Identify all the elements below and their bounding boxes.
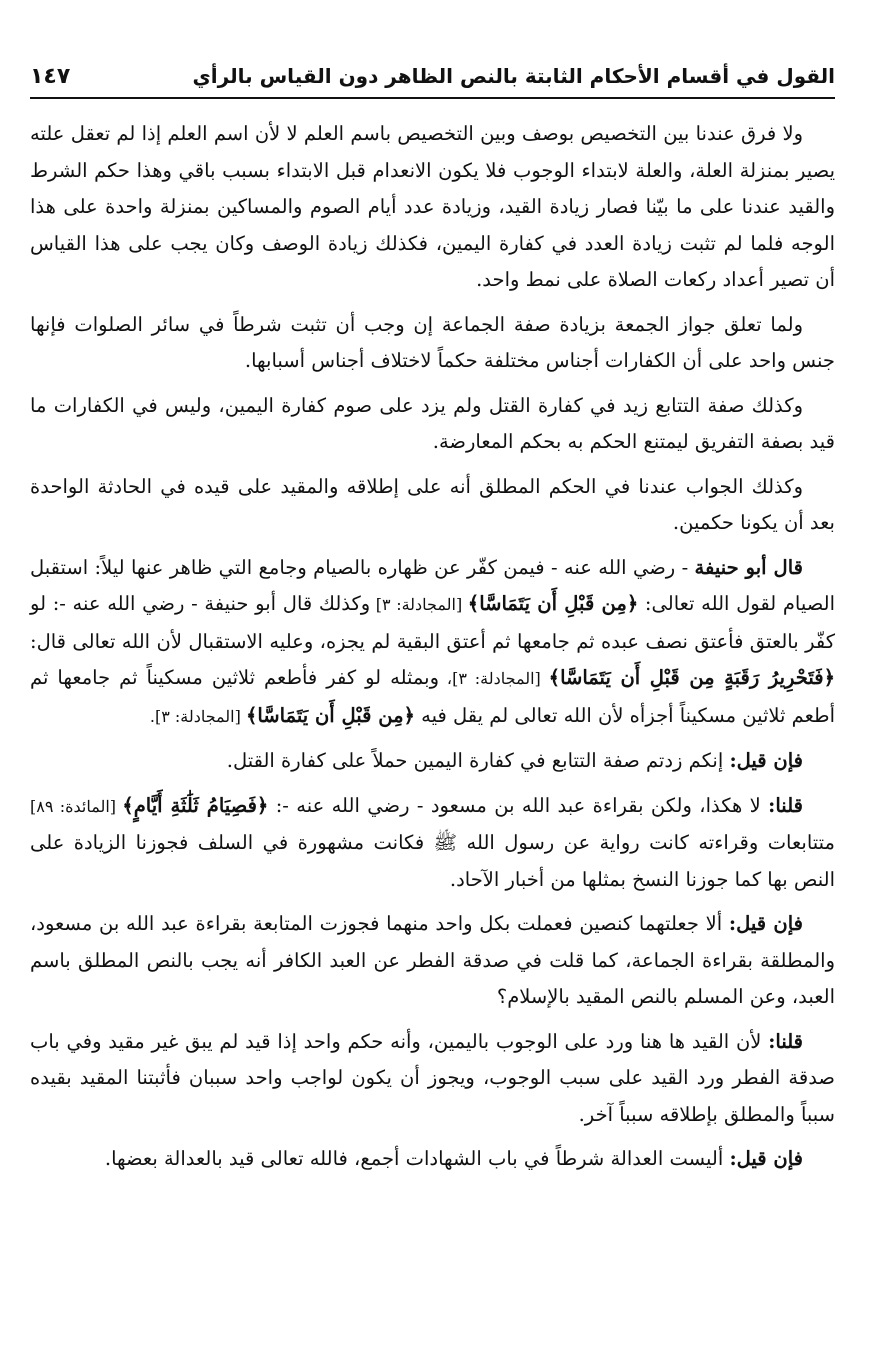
quran-quote-3: ﴿مِن قَبْلِ أَن يَتَمَاسَّا﴾ (245, 703, 415, 727)
abu-hanifa-label: قال أبو حنيفة (694, 555, 803, 579)
paragraph-4: وكذلك الجواب عندنا في الحكم المطلق أنه على إطلاقه والمقيد على قيده في الحادثة الواحدة بعد أن يكونا حكمين. (30, 474, 835, 534)
abu-hanifa-text-2: وكذلك قال أبو حنيفة - رضي الله عنه -: لو كفّر بالعتق فأعتق نصف عبده ثم جامعها ثم أعتق البقية لم يجزه، وعليه الاستقبال لأن الله تعالى قال: (30, 592, 835, 653)
quran-ref-1: [المجادلة: ٣] (370, 595, 468, 614)
chapter-title: القول في أقسام الأحكام الثابتة بالنص الظاهر دون القياس بالرأي (192, 64, 835, 88)
answer-2 (30, 1024, 835, 1134)
question-3-label: فإن قيل: (729, 1147, 803, 1170)
paragraph-3: وكذلك صفة التتابع زيد في كفارة القتل ولم يزد على صوم كفارة اليمين، وليس في الكفارات ما قيد بصفة التفريق ليمتنع الحكم به بحكم المعارضة. (30, 393, 835, 453)
page-number: ١٤٧ (30, 63, 71, 89)
quran-quote-1: ﴿مِن قَبْلِ أَن يَتَمَاسَّا﴾ (467, 592, 639, 615)
quran-ref-2: [المجادلة: ٣]، (439, 669, 549, 688)
answer-2-label: قلنا: (768, 1029, 803, 1053)
paragraph-abu-hanifa (30, 550, 835, 736)
question-2 (30, 906, 835, 1016)
quran-quote-2: ﴿فَتَحْرِيرُ رَقَبَةٍ مِن قَبْلِ أَن يَتَمَاسَّا﴾ (548, 666, 836, 689)
answer-1 (30, 788, 835, 899)
abu-hanifa-text-1: - رضي الله عنه - فيمن كفّر عن ظهاره بالصيام وجامع التي ظاهر عنها ليلاً: استقبل الصيام لقول الله تعالى: (30, 555, 836, 615)
answer-2-text: لأن القيد ها هنا ورد على الوجوب باليمين، وأنه حكم واحد إذا قيد لم يبق غير مقيد وفي باب صدقة الفطر ورد القيد على سبب الوجوب، ويجوز أن يكون لواجب واحد سببان فأثبتنا المقيد بقيده سبباً والمطلق بإطلاقه سبباً آخر. (30, 1029, 835, 1126)
answer-1-label: قلنا: (768, 793, 803, 817)
question-2-text: ألا جعلتهما كنصين فعملت بكل واحد منهما فجوزت المتابعة بقراءة عبد الله بن مسعود، والمطلقة بقراءة الجماعة، كما قلت في صدقة الفطر عن العبد الكافر أنه يجب بالنص المطلق باسم العبد، وعن المسلم بالنص المقيد بالإسلام؟ (30, 912, 835, 1008)
abu-hanifa-text-3: وبمثله لو كفر فأطعم ثلاثين مسكيناً ثم جامعها ثم أطعم ثلاثين مسكيناً أجزأه لأن الله تعالى لم يقل فيه (30, 666, 835, 727)
question-1-label: فإن قيل: (729, 749, 803, 772)
answer-1-text-1: لا هكذا، ولكن بقراءة عبد الله بن مسعود - رضي الله عنه -: (268, 793, 769, 817)
quran-quote-4: ﴿فَصِيَامُ ثَلَٰثَةِ أَيَّامٍ﴾ (122, 793, 269, 817)
answer-1-text-2: متتابعات وقراءته كانت رواية عن رسول الله ﷺ فكانت مشهورة في السلف فجوزنا الزيادة على النص بها كما جوزنا النسخ بمثلها من أخبار الآحاد. (30, 831, 835, 891)
question-3 (30, 1141, 835, 1178)
paragraph-2: ولما تعلق جواز الجمعة بزيادة صفة الجماعة إن وجب أن تثبت شرطاً في سائر الصلوات فإنها جنس واحد على أن الكفارات أجناس مختلفة حكماً لاختلاف أجناس أسبابها. (30, 312, 835, 372)
quran-ref-3: [المجادلة: ٣]. (149, 706, 246, 726)
question-3-text: أليست العدالة شرطاً في باب الشهادات أجمع، فالله تعالى قيد بالعدالة بعضها. (104, 1147, 730, 1170)
header-rule (30, 97, 835, 99)
question-1 (30, 743, 835, 780)
running-header (30, 58, 835, 94)
quran-ref-4: [المائدة: ٨٩] (30, 796, 123, 816)
question-2-label: فإن قيل: (728, 912, 803, 935)
paragraph-1: ولا فرق عندنا بين التخصيص بوصف وبين التخصيص باسم العلم لا لأن اسم العلم إذا لم تعقل علته يصير بمنزلة العلة، والعلة لابتداء الوجوب فلا يكون الانعدام قبل الابتداء بسبب باقي وهذا حكم الشرط والقيد عندنا على ما بيّنا فصار زيادة القيد، وزيادة عدد أيام الصوم والمساكين بمنزلة واحدة على هذا الوجه فلما لم تثبت زيادة العدد في كفارة اليمين، فكذلك زيادة الوصف وكان يجب على هذا القياس أن تصير أعداد ركعات الصلاة على نمط واحد. (30, 122, 835, 291)
body-text (30, 116, 835, 1186)
question-1-text: إنكم زدتم صفة التتابع في كفارة اليمين حملاً على كفارة القتل. (226, 749, 730, 772)
